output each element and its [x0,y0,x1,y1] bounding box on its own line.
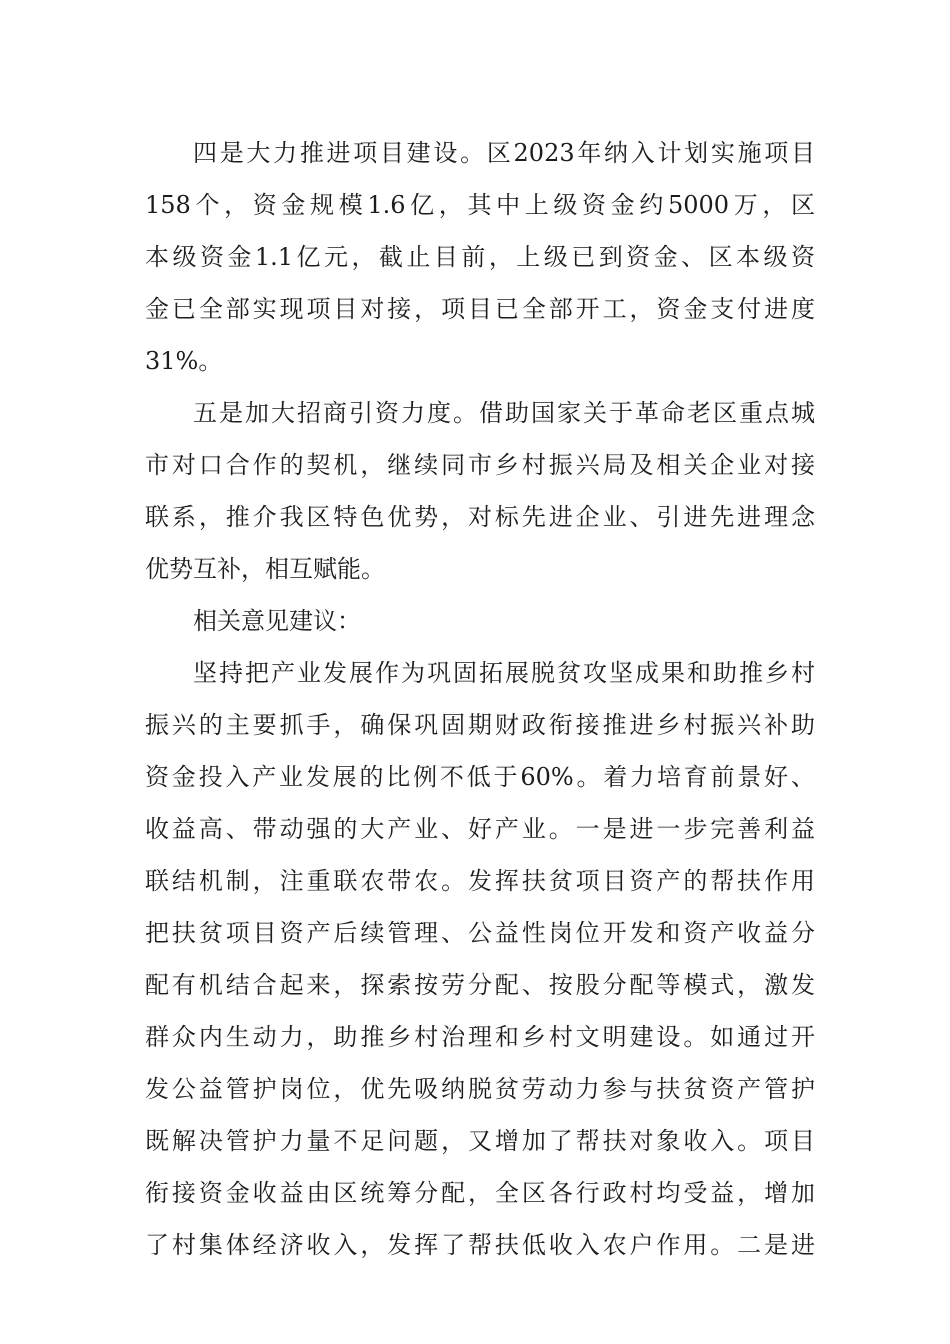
text-line: 联系，推介我区特色优势，对标先进企业、引进先进理念 [145,503,815,531]
text-line: 衔接资金收益由区统筹分配，全区各行政村均受益，增加 [145,1179,815,1207]
text-line: 本级资金1.1亿元，截止目前，上级已到资金、区本级资 [145,243,815,271]
text-line: 坚持把产业发展作为巩固拓展脱贫攻坚成果和助推乡村 [193,659,815,687]
text-line: 市对口合作的契机，继续同市乡村振兴局及相关企业对接 [145,451,815,479]
text-line: 金已全部实现项目对接，项目已全部开工，资金支付进度 [145,295,815,323]
text-line: 配有机结合起来，探索按劳分配、按股分配等模式，激发 [145,971,815,999]
text-line: 联结机制，注重联农带农。发挥扶贫项目资产的帮扶作用 [145,867,815,895]
text-line: 相关意见建议： [193,607,361,635]
text-line: 了村集体经济收入，发挥了帮扶低收入农户作用。二是进 [145,1231,815,1259]
text-line: 既解决管护力量不足问题，又增加了帮扶对象收入。项目 [145,1127,815,1155]
text-line: 把扶贫项目资产后续管理、公益性岗位开发和资产收益分 [145,919,815,947]
text-line: 31%。 [145,347,223,375]
text-line: 收益高、带动强的大产业、好产业。一是进一步完善利益 [145,815,815,843]
text-line: 158个，资金规模1.6亿，其中上级资金约5000万，区 [145,191,815,219]
document-body [145,127,815,1271]
text-line: 群众内生动力，助推乡村治理和乡村文明建设。如通过开 [145,1023,815,1051]
text-line: 振兴的主要抓手，确保巩固期财政衔接推进乡村振兴补助 [145,711,815,739]
text-line: 优势互补，相互赋能。 [145,555,385,583]
text-line: 五是加大招商引资力度。借助国家关于革命老区重点城 [193,399,815,427]
text-line: 资金投入产业发展的比例不低于60%。着力培育前景好、 [145,763,815,791]
text-line: 四是大力推进项目建设。区2023年纳入计划实施项目 [193,139,815,167]
text-line: 发公益管护岗位，优先吸纳脱贫劳动力参与扶贫资产管护 [145,1075,815,1103]
